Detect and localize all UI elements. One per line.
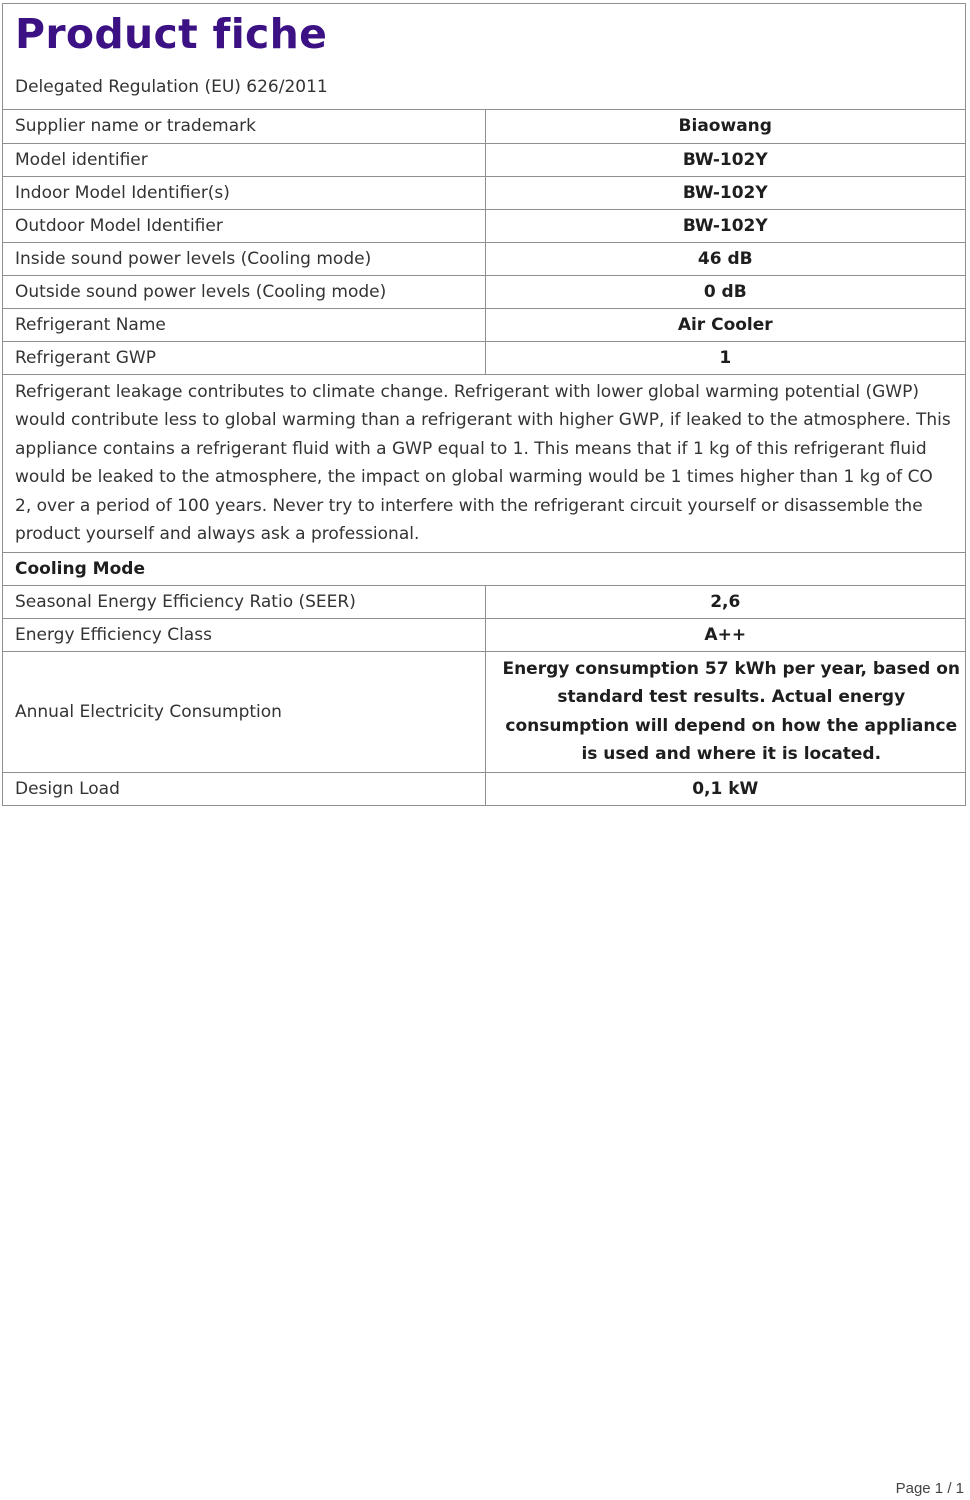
table-row: [3, 651, 965, 772]
page-number: Page 1 / 1: [895, 1480, 964, 1497]
product-fiche: [2, 3, 966, 806]
table-row: [3, 209, 965, 242]
row-label: Annual Electricity Consumption: [3, 651, 485, 772]
row-label: Inside sound power levels (Cooling mode): [3, 242, 485, 275]
row-value: BW-102Y: [485, 209, 965, 242]
row-value: 0 dB: [485, 275, 965, 308]
fiche-table: [3, 110, 965, 805]
table-row: [3, 275, 965, 308]
row-label: Refrigerant Name: [3, 308, 485, 341]
section-row: [3, 552, 965, 585]
table-row: [3, 308, 965, 341]
row-value: 2,6: [485, 585, 965, 618]
row-value: BW-102Y: [485, 143, 965, 176]
row-label: Energy Efficiency Class: [3, 618, 485, 651]
table-row: [3, 242, 965, 275]
row-label: Design Load: [3, 772, 485, 805]
table-row: [3, 772, 965, 805]
row-label: Outside sound power levels (Cooling mode): [3, 275, 485, 308]
fiche-header: [3, 4, 965, 110]
table-row: [3, 341, 965, 374]
row-value: Energy consumption 57 kWh per year, based on standard test results. Actual energy consumption will depend on how the appliance is used and where it is located.: [485, 651, 965, 772]
row-value: Air Cooler: [485, 308, 965, 341]
row-value: 46 dB: [485, 242, 965, 275]
row-label: Refrigerant GWP: [3, 341, 485, 374]
regulation-reference: Delegated Regulation (EU) 626/2011: [15, 77, 328, 97]
row-label: Model identifier: [3, 143, 485, 176]
table-row: [3, 110, 965, 143]
cooling-mode-heading: Cooling Mode: [3, 552, 965, 585]
table-row: [3, 176, 965, 209]
row-label: Supplier name or trademark: [3, 110, 485, 143]
row-value: 1: [485, 341, 965, 374]
table-row: [3, 585, 965, 618]
row-value: Biaowang: [678, 116, 772, 137]
row-label: Seasonal Energy Efficiency Ratio (SEER): [3, 585, 485, 618]
refrigerant-note: Refrigerant leakage contributes to climate change. Refrigerant with lower global warming potential (GWP) would contribute less to global warming than a refrigerant with higher GWP, if leaked to the atmosphere. This appliance contains a refrigerant fluid with a GWP equal to 1. This means that if 1 kg of this refrigerant fluid would be leaked to the atmosphere, the impact on global warming would be 1 times higher than 1 kg of CO 2, over a period of 100 years. Never try to interfere with the refrigerant circuit yourself or disassemble the product yourself and always ask a professional.: [3, 374, 965, 552]
row-value: A++: [485, 618, 965, 651]
table-row: [3, 618, 965, 651]
row-value: BW-102Y: [485, 176, 965, 209]
refrigerant-note-row: [3, 374, 965, 552]
page-title: Product fiche: [15, 10, 328, 58]
row-value: 0,1 kW: [485, 772, 965, 805]
row-label: Outdoor Model Identifier: [3, 209, 485, 242]
table-row: [3, 143, 965, 176]
row-label: Indoor Model Identifier(s): [3, 176, 485, 209]
